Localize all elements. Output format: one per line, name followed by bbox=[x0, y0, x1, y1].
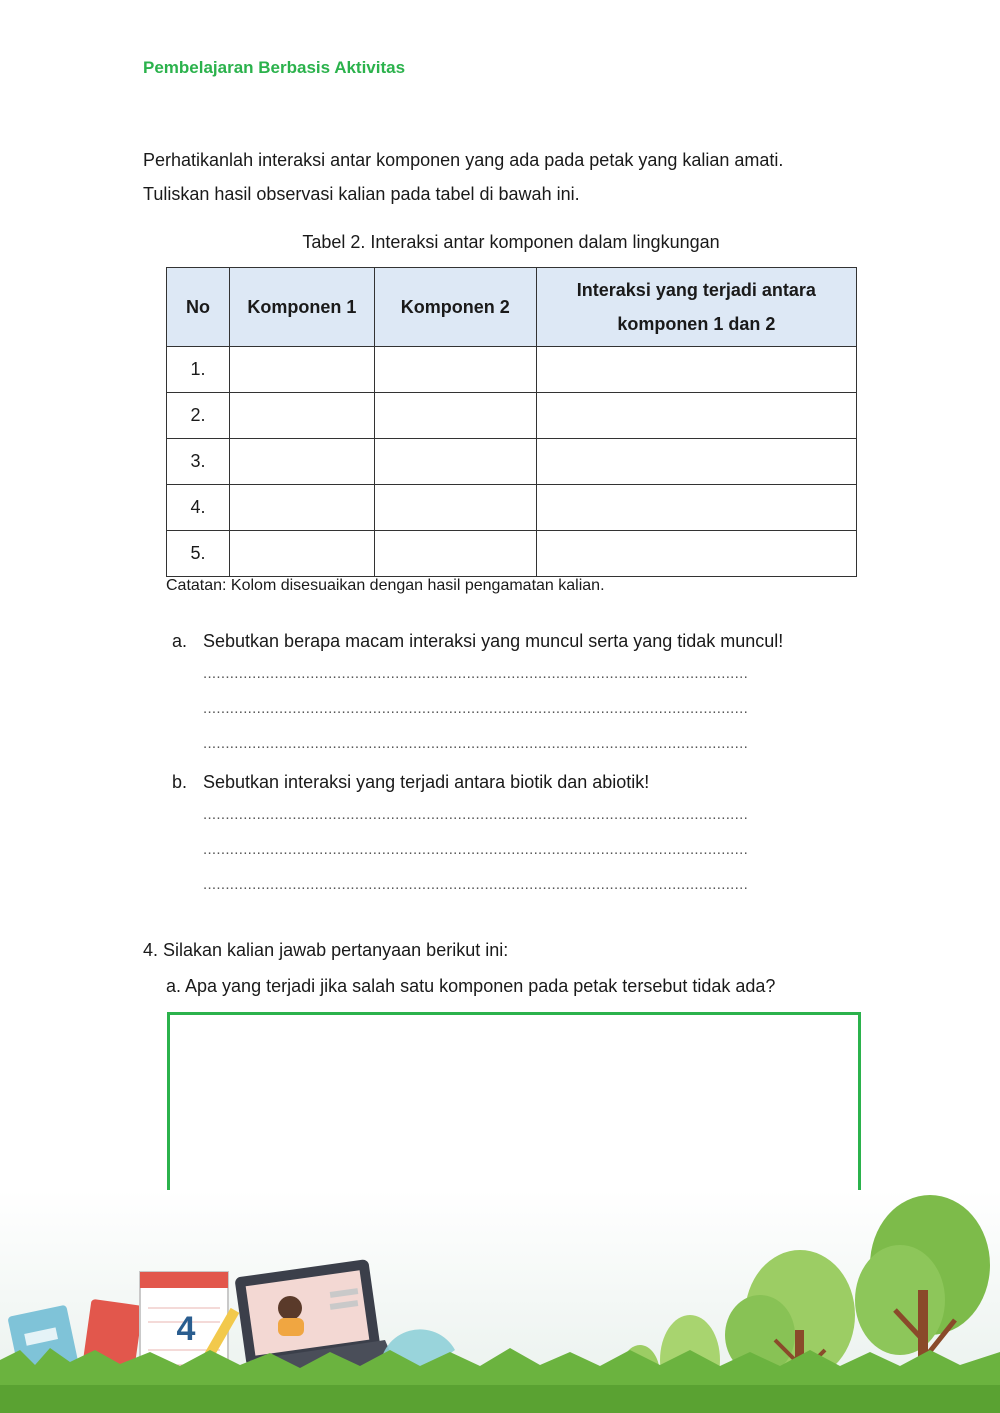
answer-box[interactable] bbox=[167, 1012, 861, 1219]
interaksi-cell[interactable] bbox=[536, 439, 856, 485]
interaksi-cell[interactable] bbox=[536, 347, 856, 393]
komponen-1-cell[interactable] bbox=[229, 485, 374, 531]
interaksi-cell[interactable] bbox=[536, 531, 856, 577]
komponen-2-cell[interactable] bbox=[374, 485, 536, 531]
table-header-row bbox=[167, 268, 857, 347]
interaction-table bbox=[166, 267, 857, 577]
ground-strip bbox=[0, 1385, 1000, 1413]
header-interaksi: Interaksi yang terjadi antara komponen 1 dan 2 bbox=[536, 268, 856, 347]
answer-dotline[interactable]: .......................................................................................................................... bbox=[203, 735, 749, 752]
row-number: 5. bbox=[167, 531, 230, 577]
header-komponen-2: Komponen 2 bbox=[374, 268, 536, 347]
table-row bbox=[167, 485, 857, 531]
komponen-1-cell[interactable] bbox=[229, 531, 374, 577]
question-a bbox=[172, 626, 862, 761]
answer-dotline[interactable]: .......................................................................................................................... bbox=[203, 700, 749, 717]
page-number: 4 bbox=[176, 1310, 196, 1348]
row-number: 3. bbox=[167, 439, 230, 485]
question-b bbox=[172, 767, 862, 902]
question-4-title: 4. Silakan kalian jawab pertanyaan berikut ini: bbox=[143, 940, 509, 960]
table-note: Catatan: Kolom disesuaikan dengan hasil pengamatan kalian. bbox=[166, 577, 605, 594]
interaksi-cell[interactable] bbox=[536, 393, 856, 439]
row-number: 1. bbox=[167, 347, 230, 393]
question-text: Sebutkan interaksi yang terjadi antara biotik dan abiotik! bbox=[203, 772, 650, 792]
question-letter: a. bbox=[172, 631, 188, 651]
komponen-2-cell[interactable] bbox=[374, 347, 536, 393]
answer-dotline[interactable]: .......................................................................................................................... bbox=[203, 665, 749, 682]
header-no: No bbox=[167, 268, 230, 347]
answer-dotline[interactable]: .......................................................................................................................... bbox=[203, 876, 749, 893]
interaksi-cell[interactable] bbox=[536, 485, 856, 531]
header-komponen-1: Komponen 1 bbox=[229, 268, 374, 347]
komponen-1-cell[interactable] bbox=[229, 347, 374, 393]
table-caption: Tabel 2. Interaksi antar komponen dalam lingkungan bbox=[302, 232, 720, 252]
intro-line-2: Tuliskan hasil observasi kalian pada tabel di bawah ini. bbox=[143, 184, 580, 204]
row-number: 2. bbox=[167, 393, 230, 439]
question-4a-text: a. Apa yang terjadi jika salah satu komponen pada petak tersebut tidak ada? bbox=[166, 976, 776, 996]
komponen-2-cell[interactable] bbox=[374, 393, 536, 439]
table-row bbox=[167, 531, 857, 577]
intro-line-1: Perhatikanlah interaksi antar komponen yang ada pada petak yang kalian amati. bbox=[143, 150, 784, 170]
answer-dotline[interactable]: .......................................................................................................................... bbox=[203, 841, 749, 858]
question-letter: b. bbox=[172, 772, 188, 792]
komponen-2-cell[interactable] bbox=[374, 439, 536, 485]
intro-text bbox=[143, 143, 883, 211]
komponen-1-cell[interactable] bbox=[229, 439, 374, 485]
answer-dotline[interactable]: .......................................................................................................................... bbox=[203, 806, 749, 823]
row-number: 4. bbox=[167, 485, 230, 531]
table-row bbox=[167, 439, 857, 485]
komponen-2-cell[interactable] bbox=[374, 531, 536, 577]
footer-illustration bbox=[0, 1190, 1000, 1413]
question-text: Sebutkan berapa macam interaksi yang muncul serta yang tidak muncul! bbox=[203, 631, 784, 651]
table-row bbox=[167, 347, 857, 393]
komponen-1-cell[interactable] bbox=[229, 393, 374, 439]
question-list bbox=[172, 626, 862, 908]
page-header: Pembelajaran Berbasis Aktivitas bbox=[143, 58, 406, 77]
table-row bbox=[167, 393, 857, 439]
